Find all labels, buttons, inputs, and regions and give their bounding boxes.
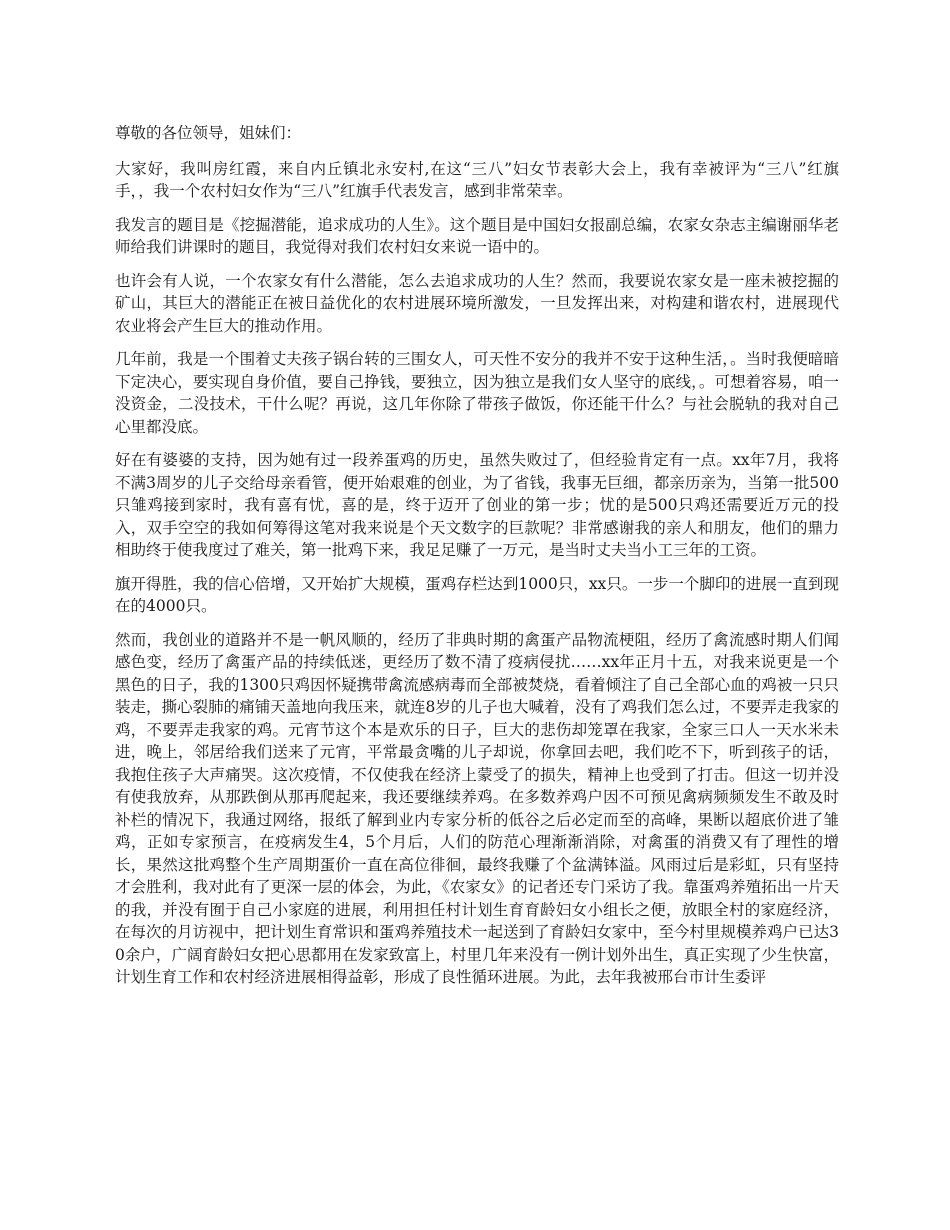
paragraph-expansion: 旗开得胜，我的信心倍增，又开始扩大规模，蛋鸡存栏达到1000只，xx只。一步一个脚印的进展一直到现在的4000只。: [115, 574, 839, 615]
paragraph-hardships: 然而，我创业的道路并不是一帆风顺的，经历了非典时期的禽蛋产品物流梗阻，经历了禽流感时期人们闻感色变，经历了禽蛋产品的持续低迷，更经历了数不清了疫病侵扰……xx年正月十五，对我来说更是一个黑色的日子，我的1300只鸡因怀疑携带禽流感病毒而全部被焚烧，看着倾注了自己全部心血的鸡被一只只装走，撕心裂肺的痛铺天盖地向我压来，就连8岁的儿子也大喊着，没有了鸡我们怎么过，不要弄走我家的鸡，不要弄走我家的鸡。元宵节这个本是欢乐的日子，巨大的悲伤却笼罩在我家，全家三口人一天水米未进，晚上，邻居给我们送来了元宵，平常最贪嘴的儿子却说，你拿回去吧，我们吃不下，听到孩子的话，我抱住孩子大声痛哭。这次疫情，不仅使我在经济上蒙受了的损失，精神上也受到了打击。但这一切并没有使我放弃，从那跌倒从那再爬起来，我还要继续养鸡。在多数养鸡户因不可预见禽病频频发生不敢及时补栏的情况下，我通过网络，报纸了解到业内专家分析的低谷之后必定而至的高峰，果断以超底价进了雏鸡，正如专家预言，在疫病发生4，5个月后，人们的防范心理渐渐消除，对禽蛋的消费又有了理性的增长，果然这批鸡整个生产周期蛋价一直在高位徘徊，最终我赚了个盆满钵溢。风雨过后是彩虹，只有坚持才会胜利，我对此有了更深一层的体会，为此，《农家女》的记者还专门采访了我。靠蛋鸡养殖拓出一片天的我，并没有囿于自己小家庭的进展，利用担任村计划生育育龄妇女小组长之便，放眼全村的家庭经济，在每次的月访视中，把计划生育常识和蛋鸡养殖技术一起送到了育龄妇女家中，至今村里规模养鸡户已达30余户，广阔育龄妇女把心思都用在发家致富上，村里几年来没有一例计划外出生，真正实现了少生快富，计划生育工作和农村经济进展相得益彰，形成了良性循环进展。为此，去年我被邢台市计生委评: [115, 630, 839, 986]
paragraph-years-ago: 几年前，我是一个围着丈夫孩子锅台转的三围女人，可天性不安分的我并不安于这种生活，。当时我便暗暗下定决心，要实现自身价值，要自己挣钱，要独立，因为独立是我们女人坚守的底线，。可想着容易，咱一没资金，二没技术，干什么呢？再说，这几年你除了带孩子做饭，你还能干什么？与社会脱轨的我对自己心里都没底。: [115, 350, 839, 436]
paragraph-potential: 也许会有人说，一个农家女有什么潜能，怎么去追求成功的人生？然而，我要说农家女是一座未被挖掘的矿山，其巨大的潜能正在被日益优化的农村进展环境所激发，一旦发挥出来，对构建和谐农村，进展现代农业将会产生巨大的推动作用。: [115, 271, 839, 335]
paragraph-startup: 好在有婆婆的支持，因为她有过一段养蛋鸡的历史，虽然失败过了，但经验肯定有一点。xx年7月，我将不满3周岁的儿子交给母亲看管，便开始艰难的创业，为了省钱，我事无巨细，都亲历亲为，当第一批500只雏鸡接到家时，我有喜有忧，喜的是，终于迈开了创业的第一步；忧的是500只鸡还需要近万元的投入，双手空空的我如何筹得这笔对我来说是个天文数字的巨款呢？非常感谢我的亲人和朋友，他们的鼎力相助终于使我度过了难关，第一批鸡下来，我足足赚了一万元，是当时丈夫当小工三年的工资。: [115, 451, 839, 559]
paragraph-introduction: 大家好，我叫房红霞，来自内丘镇北永安村,在这“三八”妇女节表彰大会上，我有幸被评为“三八”红旗手，，我一个农村妇女作为“三八”红旗手代表发言，感到非常荣幸。: [115, 159, 839, 200]
paragraph-speech-topic: 我发言的题目是《挖掘潜能，追求成功的人生》。这个题目是中国妇女报副总编，农家女杂志主编谢丽华老师给我们讲课时的题目，我觉得对我们农村妇女来说一语中的。: [115, 215, 839, 256]
salutation: 尊敬的各位领导，姐妹们：: [115, 124, 302, 142]
document-page: [115, 122, 839, 1000]
